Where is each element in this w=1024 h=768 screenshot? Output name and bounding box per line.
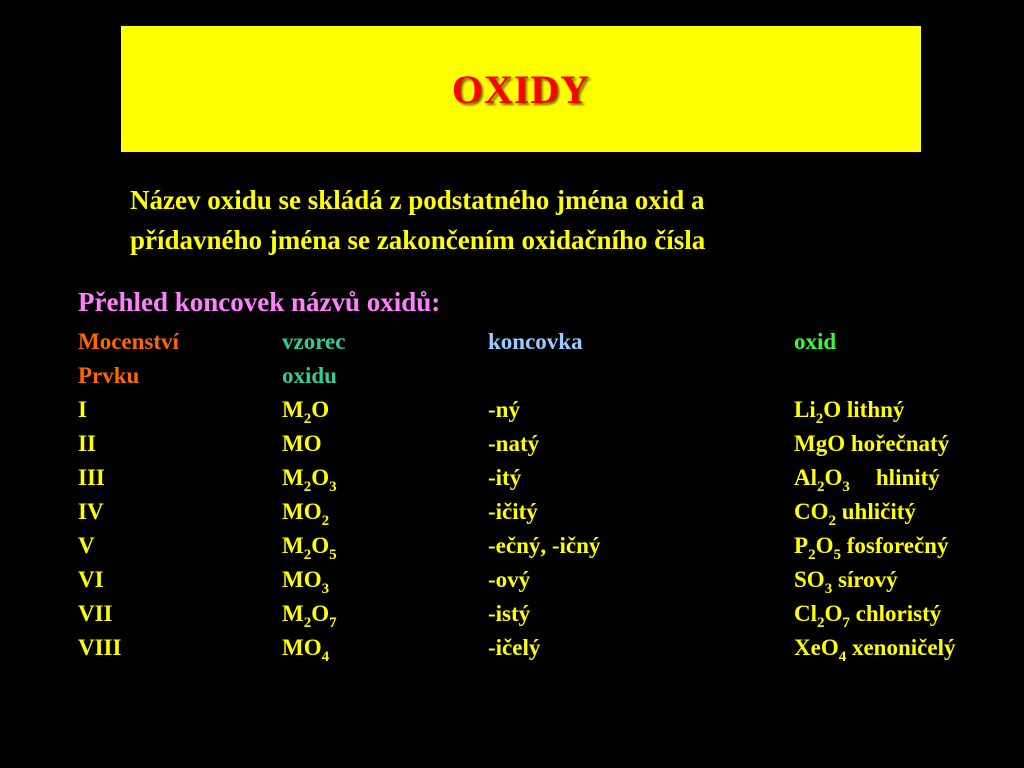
oxide-name-cell xyxy=(794,497,916,527)
header-oxide: oxid xyxy=(794,329,837,354)
oxide-name-cell xyxy=(794,463,940,493)
table-row xyxy=(78,429,1018,463)
oxide-name-cell xyxy=(794,565,898,595)
text-segment: O lithný xyxy=(823,397,905,422)
formula-cell xyxy=(282,429,322,459)
valence-cell: I xyxy=(78,397,87,422)
table-row xyxy=(78,633,1018,667)
suffix-cell: -ový xyxy=(488,567,531,592)
text-segment: MO xyxy=(282,431,322,456)
formula-cell xyxy=(282,599,337,629)
subscript: 3 xyxy=(824,581,833,597)
table-row xyxy=(78,463,1018,497)
subscript: 4 xyxy=(321,649,330,665)
formula-cell xyxy=(282,497,329,527)
text-segment: O xyxy=(824,465,843,490)
text-segment: fosforečný xyxy=(840,533,949,558)
intro-line-1: Název oxidu se skládá z podstatného jména oxid a xyxy=(130,185,705,215)
subscript: 2 xyxy=(303,547,312,563)
header-formula-line-2: oxidu xyxy=(282,363,337,388)
text-segment: chloristý xyxy=(849,601,942,626)
text-segment: MgO hořečnatý xyxy=(794,431,950,456)
text-segment: MO xyxy=(282,567,322,592)
oxide-name-cell xyxy=(794,429,949,459)
text-segment: Li xyxy=(794,397,816,422)
suffix-cell: -ný xyxy=(488,397,520,422)
subscript: 7 xyxy=(842,615,850,631)
table-row xyxy=(78,565,1018,599)
valence-cell: II xyxy=(78,431,96,456)
text-segment: O xyxy=(311,465,330,490)
oxide-suffix-table xyxy=(78,327,1018,667)
subscript: 3 xyxy=(329,479,337,495)
subscript: 5 xyxy=(833,547,841,563)
text-segment: P xyxy=(794,533,809,558)
subscript: 3 xyxy=(321,581,330,597)
valence-cell: VI xyxy=(78,567,104,592)
header-valence-line-2: Prvku xyxy=(78,363,140,388)
table-header-row-1 xyxy=(78,327,1018,361)
table-row xyxy=(78,395,1018,429)
overview-heading: Přehled koncovek názvů oxidů: xyxy=(78,287,441,317)
subscript: 2 xyxy=(828,513,836,529)
formula-cell xyxy=(282,395,329,425)
valence-cell: VII xyxy=(78,601,113,626)
text-segment: SO xyxy=(794,567,825,592)
subscript: 4 xyxy=(838,649,847,665)
oxide-name-cell xyxy=(794,531,948,561)
header-suffix: koncovka xyxy=(488,329,583,354)
table-row xyxy=(78,599,1018,633)
table-body xyxy=(78,395,1018,667)
subscript: 7 xyxy=(329,615,337,631)
oxide-name-cell xyxy=(794,395,904,425)
subscript: 3 xyxy=(842,479,850,495)
valence-cell: VIII xyxy=(78,635,122,660)
text-segment: O xyxy=(824,601,843,626)
text-segment: M xyxy=(282,465,304,490)
subscript: 2 xyxy=(815,411,824,427)
title-banner xyxy=(121,26,921,152)
suffix-cell: -ičelý xyxy=(488,635,541,660)
text-segment: M xyxy=(282,397,304,422)
text-segment: O xyxy=(311,533,330,558)
formula-cell xyxy=(282,531,337,561)
suffix-cell: -istý xyxy=(488,601,531,626)
text-segment: Al xyxy=(794,465,817,490)
header-formula: vzorec xyxy=(282,329,346,354)
text-segment: XeO xyxy=(794,635,839,660)
oxide-name-cell xyxy=(794,599,941,629)
text-segment: sírový xyxy=(832,567,898,592)
text-segment: O xyxy=(311,601,330,626)
subscript: 2 xyxy=(321,513,330,529)
valence-cell: III xyxy=(78,465,105,490)
oxide-name-cell xyxy=(794,633,955,663)
intro-text xyxy=(130,180,910,260)
text-segment: CO xyxy=(794,499,829,524)
subscript: 2 xyxy=(303,615,312,631)
text-segment: Cl xyxy=(794,601,817,626)
formula-cell xyxy=(282,565,329,595)
valence-cell: V xyxy=(78,533,95,558)
formula-cell xyxy=(282,463,337,493)
text-segment: O xyxy=(311,397,330,422)
suffix-cell: -ečný, -ičný xyxy=(488,533,601,558)
subscript: 2 xyxy=(817,479,825,495)
suffix-cell: -natý xyxy=(488,431,540,456)
suffix-cell: -ičitý xyxy=(488,499,538,524)
text-segment: M xyxy=(282,533,304,558)
suffix-cell: -itý xyxy=(488,465,522,490)
subscript: 5 xyxy=(329,547,337,563)
text-segment: MO xyxy=(282,499,322,524)
intro-line-2: přídavného jména se zakončením oxidačního čísla xyxy=(130,225,706,255)
subscript: 2 xyxy=(817,615,825,631)
text-segment: xenoničelý xyxy=(846,635,956,660)
text-segment: MO xyxy=(282,635,322,660)
subscript: 2 xyxy=(808,547,816,563)
subscript: 2 xyxy=(303,411,312,427)
text-segment: O xyxy=(815,533,834,558)
table-row xyxy=(78,497,1018,531)
text-segment: M xyxy=(282,601,304,626)
formula-cell xyxy=(282,633,329,663)
valence-cell: IV xyxy=(78,499,104,524)
table-row xyxy=(78,531,1018,565)
table-header-row-2 xyxy=(78,361,1018,395)
slide-title: OXIDY xyxy=(451,66,591,112)
subscript: 2 xyxy=(303,479,312,495)
text-segment: uhličitý xyxy=(836,499,916,524)
header-valence: Mocenství xyxy=(78,329,179,354)
text-segment: hlinitý xyxy=(875,465,940,490)
